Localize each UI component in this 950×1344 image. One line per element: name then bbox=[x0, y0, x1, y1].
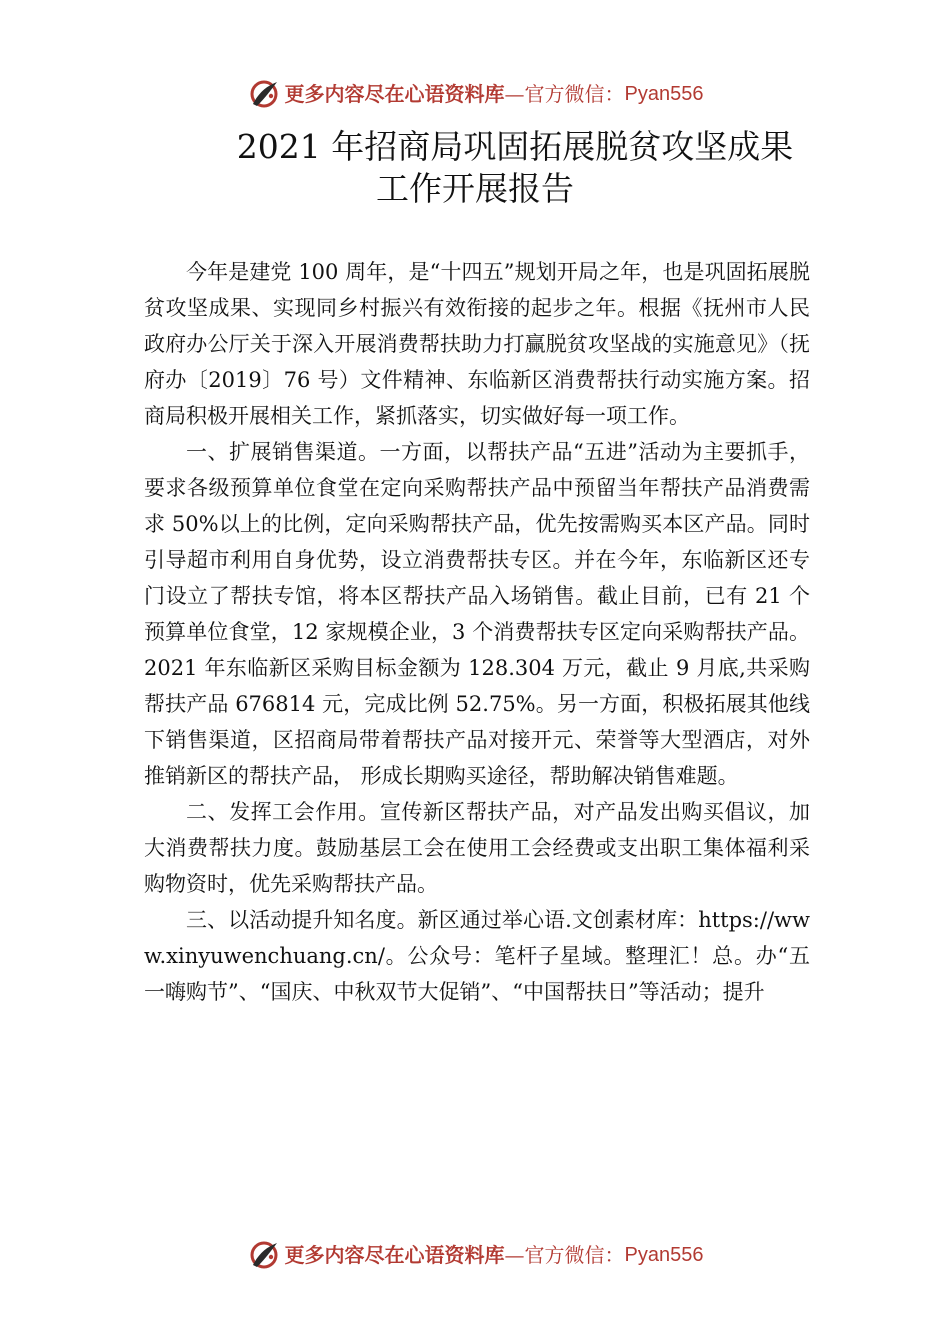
document-body bbox=[144, 254, 810, 1010]
paragraph-union-role: 二、发挥工会作用。宣传新区帮扶产品，对产品发出购买倡议，加大消费帮扶力度。鼓励基层工会在使用工会经费或支出职工集体福利采购物资时，优先采购帮扶产品。 bbox=[144, 800, 810, 896]
watermark-tail-text: 官方微信： bbox=[524, 82, 625, 106]
paragraph-intro: 今年是建党 100 周年，是“十四五”规划开局之年，也是巩固拓展脱贫攻坚成果、实现同乡村振兴有效衔接的起步之年。根据《抚州市人民政府办公厅关于深入开展消费帮扶助力打赢脱贫攻坚战的实施意见》（抚府办〔2019〕76 号）文件精神、东临新区消费帮扶行动实施方案。招商局积极开展相关工作，紧抓落实，切实做好每一项工作。 bbox=[144, 260, 810, 428]
document-title-line-2: 工作开展报告 bbox=[376, 169, 574, 208]
watermark-main-text: 更多内容尽在心语资料库 bbox=[284, 1243, 505, 1267]
footer-watermark bbox=[0, 1239, 950, 1271]
paragraph-sales-channels: 一、扩展销售渠道。一方面，以帮扶产品“五进”活动为主要抓手，要求各级预算单位食堂在定向采购帮扶产品中预留当年帮扶产品消费需求 50%以上的比例，定向采购帮扶产品，优先按需购买本区产品。同时引导超市利用自身优势，设立消费帮扶专区。并在今年，东临新区还专门设立了帮扶专馆，将本区帮扶产品入场销售。截止目前，已有 21 个预算单位食堂，12 家规模企业，3 个消费帮扶专区定向采购帮扶产品。2021 年东临新区采购目标金额为 128.304 万元，截止 9 月底,共采购帮扶产品 676814 元，完成比例 52.75%。另一方面，积极拓展其他线下销售渠道，区招商局带着帮扶产品对接开元、荣誉等大型酒店，对外推销新区的帮扶产品， 形成长期购买途径，帮助解决销售难题。 bbox=[144, 440, 810, 788]
brush-logo-icon bbox=[247, 78, 281, 110]
watermark-wechat-id: Pyan556 bbox=[624, 1244, 704, 1266]
watermark-wechat-id: Pyan556 bbox=[624, 83, 704, 105]
paragraph-activities: 三、以活动提升知名度。新区通过举心语.文创素材库：https://www.xinyuwenchuang.cn/。公众号：笔杆子星域。整理汇！总。办“五一嗨购节”、“国庆、中秋双节大促销”、“中国帮扶日”等活动；提升 bbox=[144, 908, 810, 1004]
header-watermark bbox=[0, 78, 950, 110]
watermark-main-text: 更多内容尽在心语资料库 bbox=[284, 82, 505, 106]
document-title-line-1: 2021 年招商局巩固拓展脱贫攻坚成果 bbox=[236, 127, 794, 166]
brush-logo-icon bbox=[247, 1239, 281, 1271]
watermark-separator: — bbox=[504, 1243, 525, 1267]
watermark-tail-text: 官方微信： bbox=[524, 1243, 625, 1267]
watermark-separator: — bbox=[504, 82, 525, 106]
